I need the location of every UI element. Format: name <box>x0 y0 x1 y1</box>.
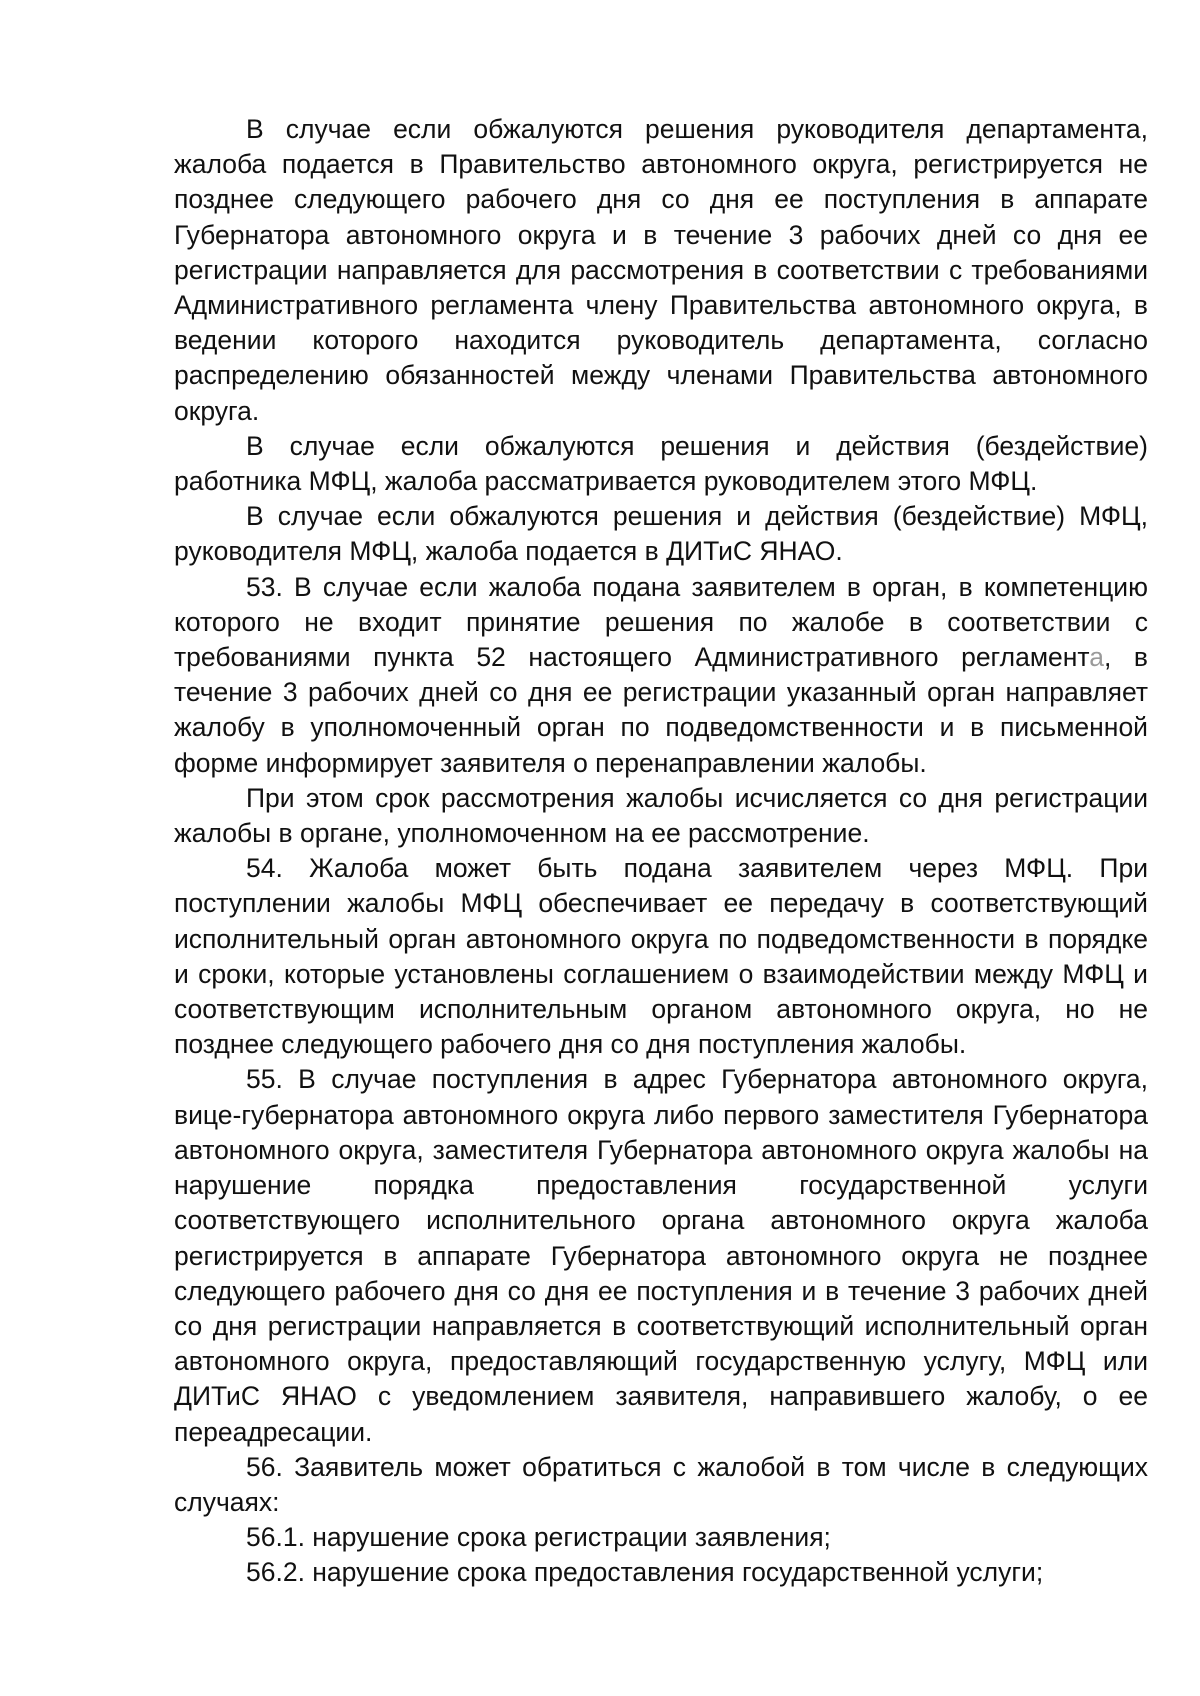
paragraph-head-of-department: В случае если обжалуются решения руководителя департамента, жалоба подается в Правительство автономного округа, регистрируется не позднее следующего рабочего дня со дня ее поступления в аппарате Губернатора автономного округа и в течение 3 рабочих дней со дня ее регистрации направляется для рассмотрения в соответствии с требованиями Административного регламента члену Правительства автономного округа, в ведении которого находится руководитель департамента, согласно распределению обязанностей между членами Правительства автономного округа. <box>174 114 1148 426</box>
paragraph-55: 55. В случае поступления в адрес Губернатора автономного округа, вице-губернатора автономного округа либо первого заместителя Губернатора автономного округа, заместителя Губернатора автономного округа жалобы на нарушение порядка предоставления государственной услуги соответствующего исполнительного органа автономного округа жалоба регистрируется в аппарате Губернатора автономного округа не позднее следующего рабочего дня со дня ее поступления и в течение 3 рабочих дней со дня регистрации направляется в соответствующий исполнительный орган автономного округа, предоставляющий государственную услугу, МФЦ или ДИТиС ЯНАО с уведомлением заявителя, направившего жалобу, о ее переадресации. <box>174 1064 1148 1447</box>
paragraph-56-2: 56.2. нарушение срока предоставления государственной услуги; <box>246 1557 1044 1588</box>
paragraph-mfc-head: В случае если обжалуются решения и действия (бездействие) МФЦ, руководителя МФЦ, жалоба подается в ДИТиС ЯНАО. <box>174 501 1148 567</box>
paragraph-54: 54. Жалоба может быть подана заявителем через МФЦ. При поступлении жалобы МФЦ обеспечивает ее передачу в соответствующий исполнительный орган автономного округа по подведомственности в порядке и сроки, которые установлены соглашением о взаимодействии между МФЦ и соответствующим исполнительным органом автономного округа, но не позднее следующего рабочего дня со дня поступления жалобы. <box>174 853 1148 1060</box>
paragraph-53 <box>174 570 1148 781</box>
document-page <box>174 112 1148 1591</box>
paragraph-mfc-employee: В случае если обжалуются решения и действия (бездействие) работника МФЦ, жалоба рассматривается руководителем этого МФЦ. <box>174 430 1148 497</box>
paragraph-53-faded-letter: а <box>1089 642 1105 673</box>
paragraph-56-1: 56.1. нарушение срока регистрации заявления; <box>246 1522 831 1553</box>
paragraph-53-text-before: 53. В случае если жалоба подана заявителем в орган, в компетенцию которого не входит принятие решения по жалобе в соответствии с требованиями пункта 52 настоящего Административного регламент <box>174 571 1148 673</box>
paragraph-review-period: При этом срок рассмотрения жалобы исчисляется со дня регистрации жалобы в органе, уполномоченном на ее рассмотрение. <box>174 782 1148 849</box>
paragraph-56: 56. Заявитель может обратиться с жалобой в том числе в следующих случаях: <box>174 1451 1148 1517</box>
paragraph-53-text-after: , в течение 3 рабочих дней со дня ее регистрации указанный орган направляет жалобу в уполномоченный орган по подведомственности и в письменной форме информирует заявителя о перенаправлении жалобы. <box>174 642 1148 778</box>
